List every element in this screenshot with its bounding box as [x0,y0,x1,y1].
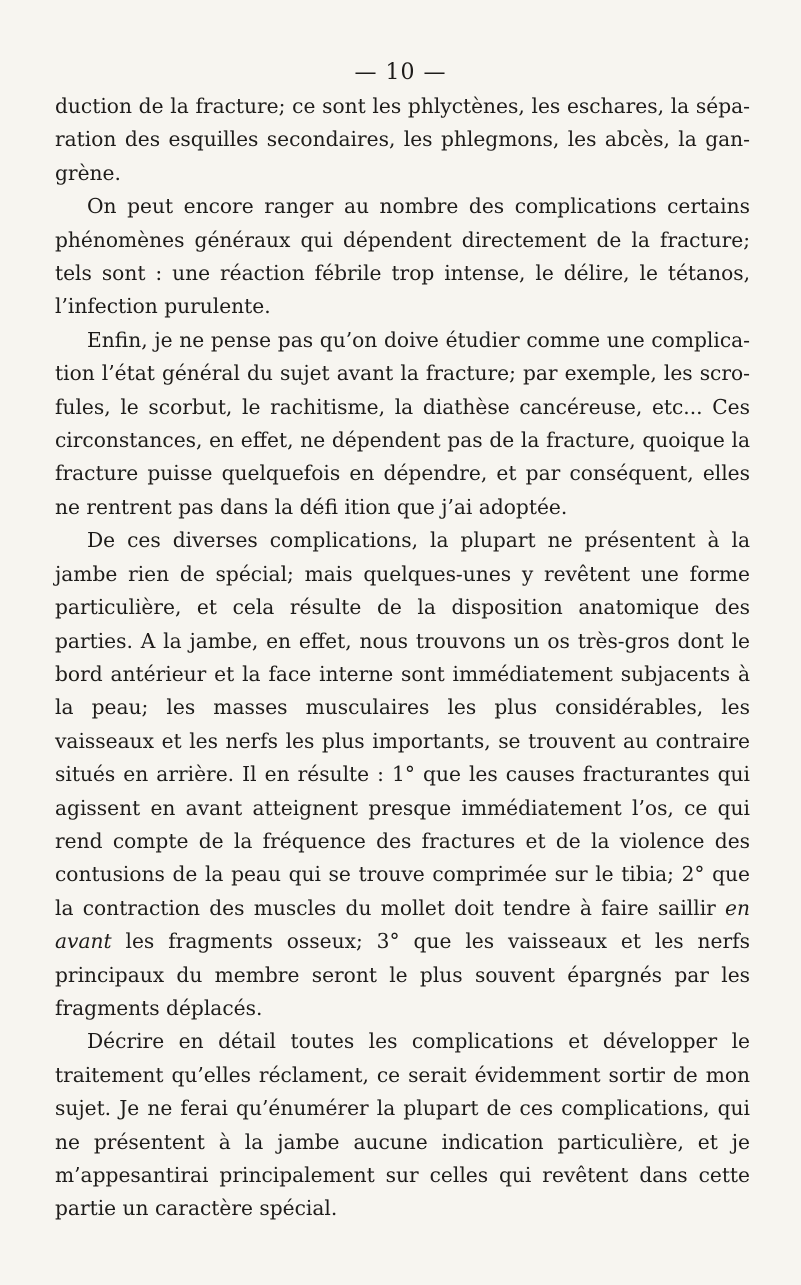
paragraph-text: les fragments osseux; 3° que les vaisseaux et les nerfs principaux du membre seront le plus souvent épargnés par les fragments déplacés. [55,929,750,1020]
paragraph [55,524,750,1025]
italic-text: en avant [55,895,750,954]
paragraph [55,90,750,190]
paragraph [55,1025,750,1225]
paragraph-text: Décrire en détail toutes les complications et développer le traitement qu’elles réclament, ce serait évidemment sortir de mon sujet. Je ne ferai qu’énumérer la plupart de ces complications, qui ne présentent à la jambe aucune indication particulière, et je m’appesantirai principalement sur celles qui revêtent dans cette partie un caractère spécial. [55,1029,750,1221]
paragraph-text: On peut encore ranger au nombre des complications certains phénomènes généraux qui dépendent directement de la fracture; tels sont : une réaction fébrile trop intense, le délire, le tétanos, l’infection purulente. [55,194,750,319]
page-number: — 10 — [354,60,447,85]
paragraph-text: Enfin, je ne pense pas qu’on doive étudier comme une complication l’état général du sujet avant la fracture; par exemple, les scrofules, le scorbut, le rachitisme, la diathèse cancéreuse, etc... Ces circonstances, en effet, ne dépendent pas de la fracture, quoique la fracture puisse quelquefois en dépendre, et par conséquent, elles ne rentrent pas dans la défi ition que j’ai adoptée. [55,327,750,519]
body-text [55,90,750,1226]
paragraph-text: duction de la fracture; ce sont les phlyctènes, les eschares, la séparation des esquilles secondaires, les phlegmons, les abcès, la gangrène. [55,94,750,185]
paragraph [55,324,750,524]
paragraph-text: De ces diverses complications, la plupart ne présentent à la jambe rien de spécial; mais quelques-unes y revêtent une forme particulière, et cela résulte de la disposition anatomique des parties. A la jambe, en effet, nous trouvons un os très-gros dont le bord antérieur et la face interne sont immédiatement subjacents à la peau; les masses musculaires les plus considérables, les vaisseaux et les nerfs les plus importants, se trouvent au contraire situés en arrière. Il en résulte : 1° que les causes fracturantes qui agissent en avant atteignent presque immédiatement l’os, ce qui rend compte de la fréquence des fractures et de la violence des contusions de la peau qui se trouve comprimée sur le tibia; 2° que la contraction des muscles du mollet doit tendre à faire saillir [55,528,750,920]
paragraph [55,190,750,324]
